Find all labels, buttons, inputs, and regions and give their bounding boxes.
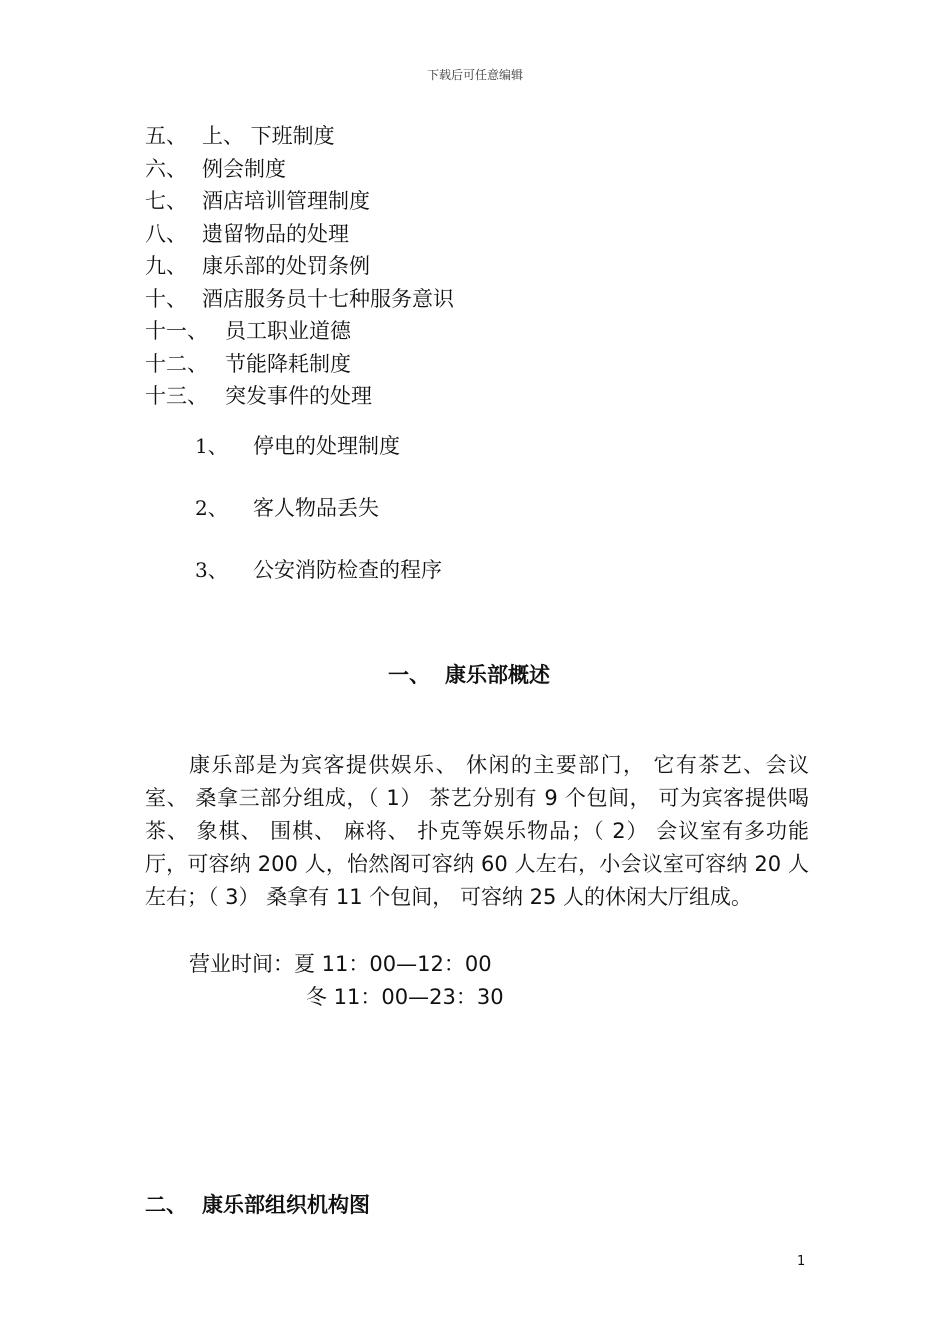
- table-of-contents: [145, 120, 454, 413]
- sub-item-number: 1、: [195, 434, 228, 458]
- page-number: 1: [797, 1254, 806, 1269]
- toc-item-label: 突发事件的处理: [225, 384, 372, 408]
- toc-item: [145, 185, 454, 218]
- sub-item-number: 2、: [195, 496, 228, 520]
- toc-item-label: 员工职业道德: [225, 319, 351, 343]
- toc-item: [145, 218, 454, 251]
- toc-item-number: 十二、: [145, 351, 208, 376]
- section-heading-number: 一、: [388, 663, 430, 687]
- toc-item-number: 九、: [145, 254, 187, 278]
- business-hours-winter: 冬 11：00—23：30: [306, 985, 504, 1009]
- sub-item: [195, 430, 400, 460]
- toc-item-number: 八、: [145, 221, 187, 246]
- toc-item-number: 七、: [145, 189, 187, 213]
- section-heading-title: 康乐部组织机构图: [202, 1193, 370, 1217]
- sub-item: [195, 554, 442, 584]
- toc-item-number: 六、: [145, 156, 187, 181]
- section-body-paragraph: 康乐部是为宾客提供娱乐、 休闲的主要部门， 它有茶艺、会议室、 桑拿三部分组成，（ 1） 茶艺分别有 9 个包间， 可为宾客提供喝茶、 象棋、 围棋、 麻将、 扑克等娱乐物品；（ 2） 会议室有多功能厅，可容纳 200 人，怡然阁可容纳 60 人左右，小会议室可容纳 20 人左右；（ 3） 桑拿有 11 个包间， 可容纳 25 人的休闲大厅组成。: [145, 753, 809, 909]
- toc-item-label: 遗留物品的处理: [202, 221, 349, 246]
- sub-item-label: 停电的处理制度: [253, 434, 400, 458]
- section-heading-title: 康乐部概述: [445, 663, 550, 687]
- toc-item: [145, 315, 454, 348]
- toc-item-number: 十一、: [145, 319, 208, 343]
- toc-item-number: 十、: [145, 286, 187, 311]
- business-hours-summer: 夏 11：00—12：00: [294, 952, 492, 976]
- business-hours-label: 营业时间：: [189, 952, 294, 976]
- sub-item-number: 3、: [195, 558, 228, 582]
- business-hours: [189, 948, 492, 978]
- toc-item-label: 例会制度: [202, 156, 286, 181]
- sub-item: [195, 492, 379, 522]
- sub-item-label: 客人物品丢失: [253, 496, 379, 520]
- toc-item-label: 酒店服务员十七种服务意识: [202, 286, 454, 311]
- section-heading: [388, 659, 550, 689]
- toc-item-number: 五、: [145, 124, 187, 148]
- toc-item-label: 康乐部的处罚条例: [202, 254, 370, 278]
- page-header: 下载后可任意编辑: [426, 68, 523, 82]
- toc-item: [145, 380, 454, 413]
- toc-item: [145, 250, 454, 283]
- toc-item: [145, 153, 454, 186]
- section-heading: [145, 1189, 370, 1219]
- toc-item-number: 十三、: [145, 384, 208, 408]
- section-heading-number: 二、: [145, 1193, 187, 1217]
- toc-item: [145, 283, 454, 316]
- toc-item-label: 节能降耗制度: [225, 351, 351, 376]
- toc-item: [145, 120, 454, 153]
- toc-item-label: 酒店培训管理制度: [202, 189, 370, 213]
- toc-item-label: 上、 下班制度: [202, 124, 335, 148]
- sub-item-label: 公安消防检查的程序: [253, 558, 442, 582]
- toc-item: [145, 348, 454, 381]
